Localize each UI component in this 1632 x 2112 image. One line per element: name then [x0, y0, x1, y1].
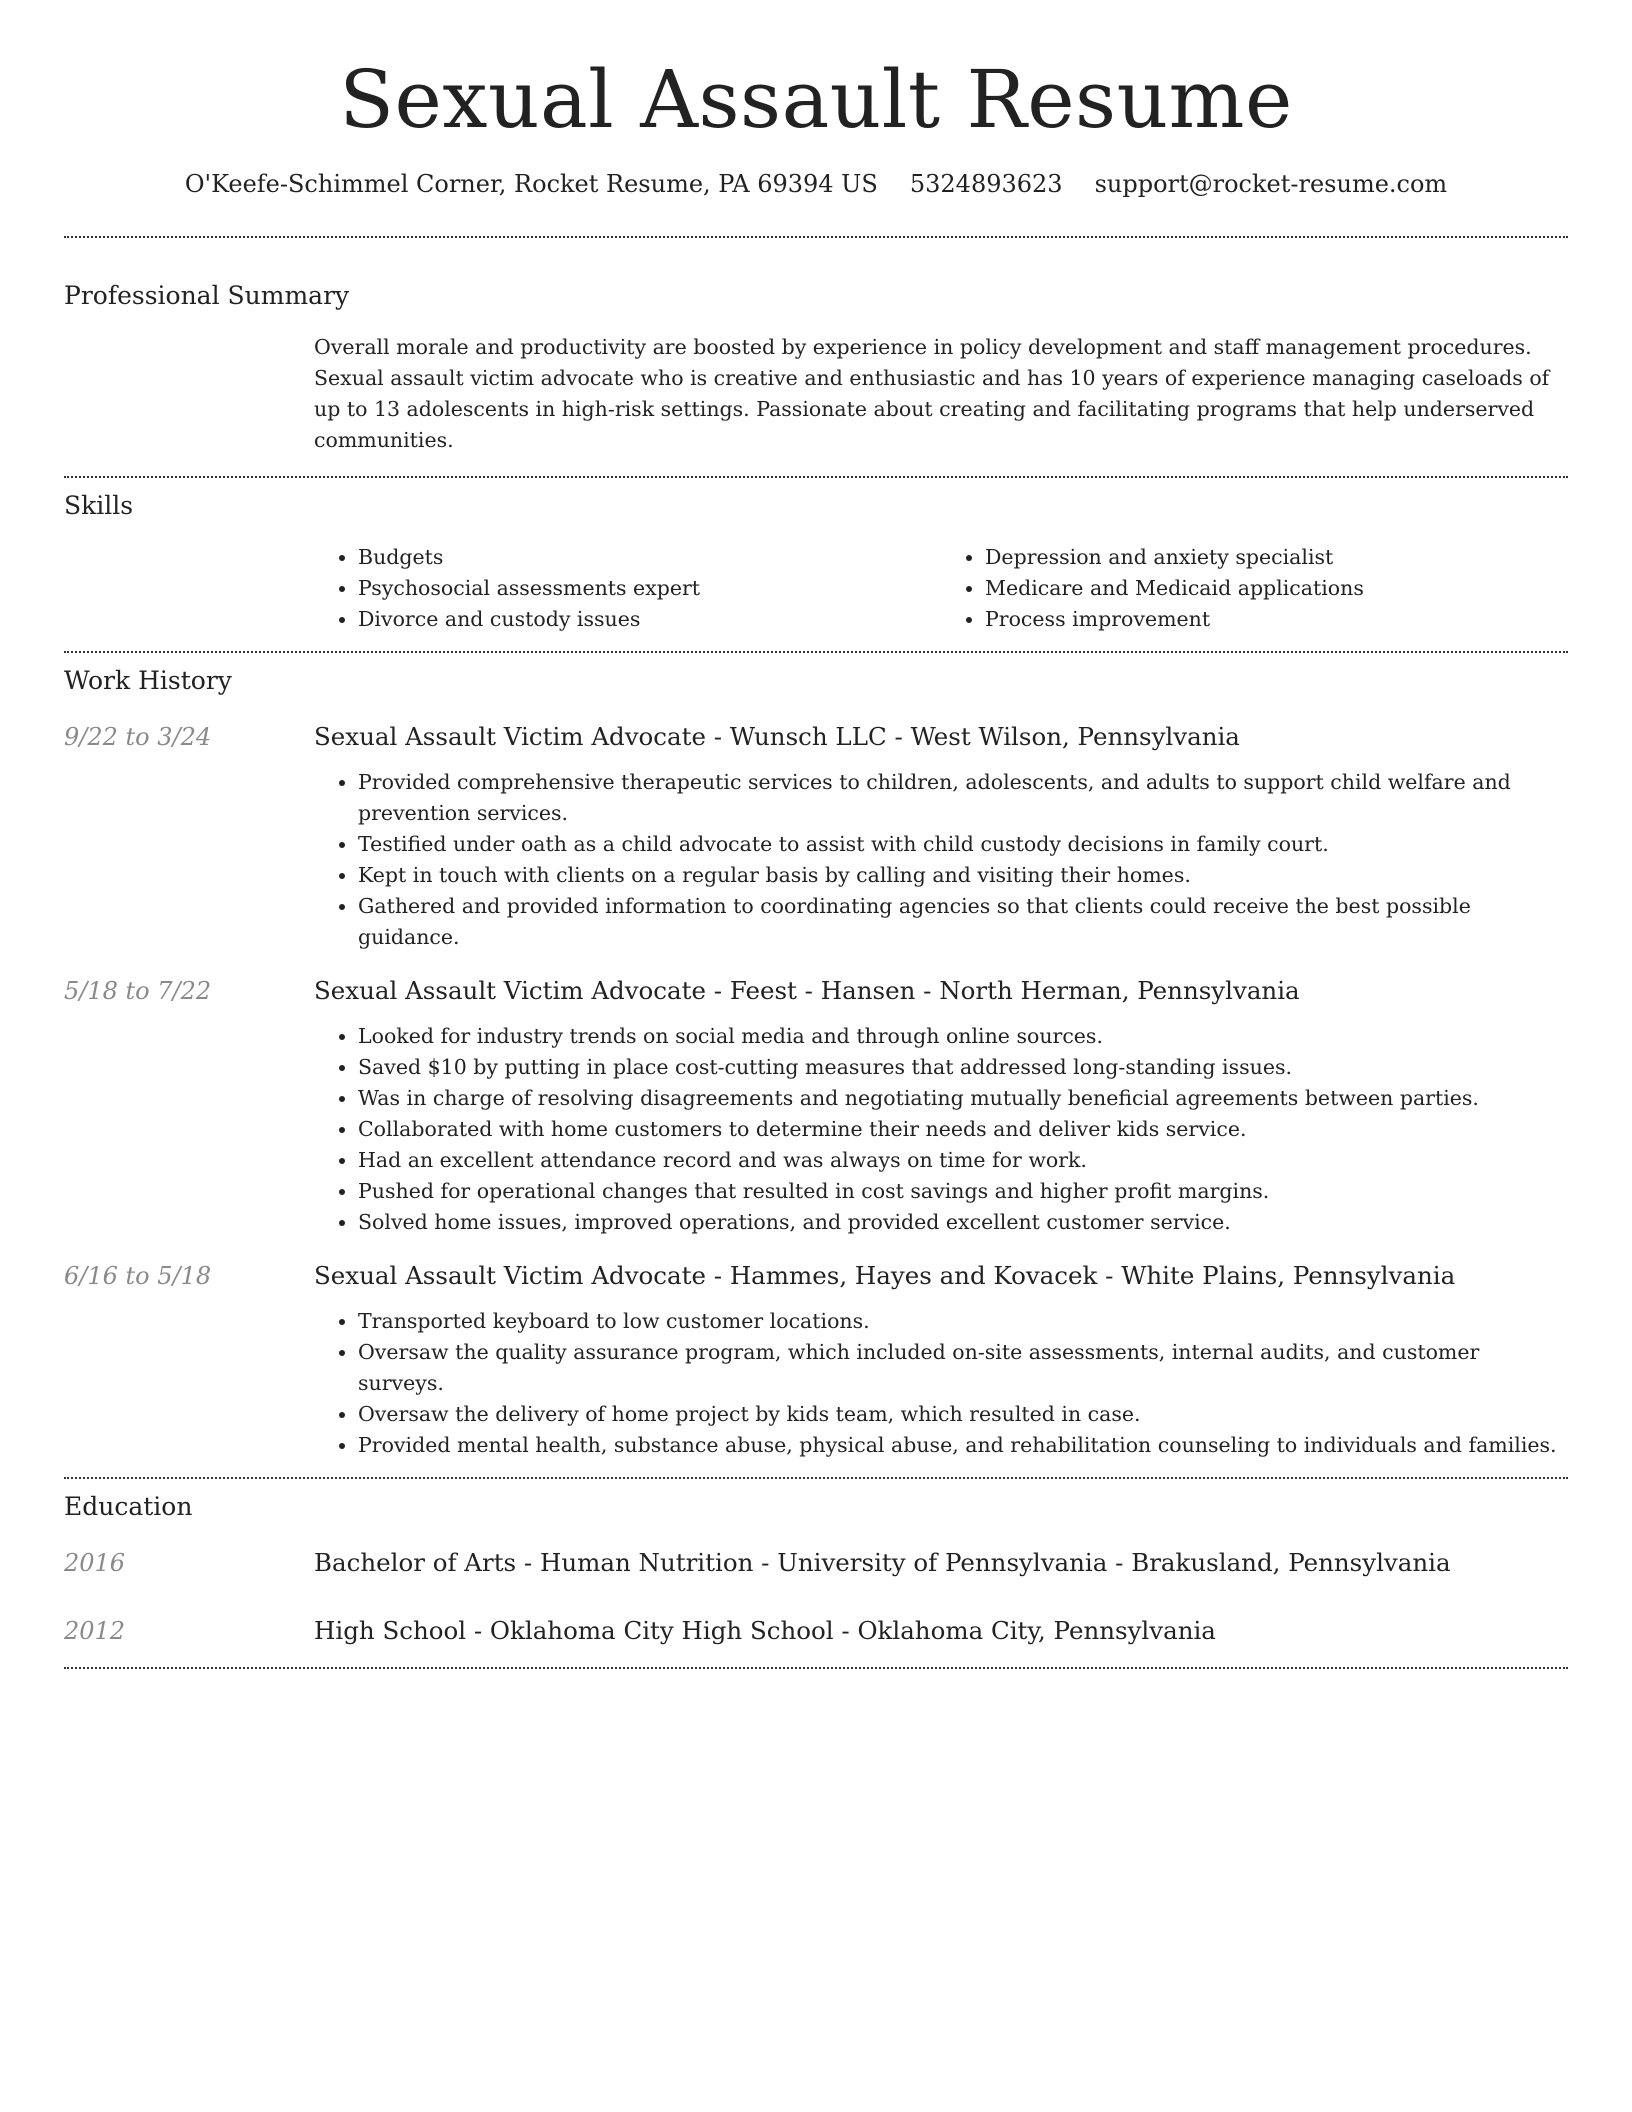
job-entry: [64, 975, 1568, 1238]
job-bullet: • Had an excellent attendance record and was always on time for work.: [358, 1145, 1568, 1176]
job-details: [314, 1260, 1568, 1461]
divider: [64, 476, 1568, 478]
summary-heading: Professional Summary: [64, 281, 350, 310]
job-entry: [64, 1260, 1568, 1461]
skills-heading: Skills: [64, 491, 134, 520]
education-details: High School - Oklahoma City High School - Oklahoma City, Pennsylvania: [314, 1616, 1216, 1645]
education-details: Bachelor of Arts - Human Nutrition - University of Pennsylvania - Brakusland, Pennsylvania: [314, 1548, 1451, 1577]
job-entry: [64, 721, 1568, 953]
skills-column-right: [941, 542, 1568, 635]
job-bullet: • Oversaw the quality assurance program, which included on-site assessments, internal audits, and customer surveys.: [358, 1337, 1568, 1399]
summary-row: [64, 332, 1568, 456]
job-bullet: • Oversaw the delivery of home project by kids team, which resulted in case.: [358, 1399, 1568, 1430]
email: support@rocket-resume.com: [1094, 170, 1448, 198]
job-bullet: • Looked for industry trends on social media and through online sources.: [358, 1021, 1568, 1052]
job-dates: 6/16 to 5/18: [64, 1262, 212, 1290]
job-bullet: • Transported keyboard to low customer locations.: [358, 1306, 1568, 1337]
skill-item: • Divorce and custody issues: [358, 604, 941, 635]
skill-item: • Depression and anxiety specialist: [985, 542, 1568, 573]
job-bullet: • Was in charge of resolving disagreements and negotiating mutually beneficial agreements between parties.: [358, 1083, 1568, 1114]
job-bullet: • Gathered and provided information to coordinating agencies so that clients could receive the best possible guidance.: [358, 891, 1568, 953]
phone: 5324893623: [909, 170, 1063, 198]
job-bullets: [314, 1306, 1568, 1461]
skill-item: • Psychosocial assessments expert: [358, 573, 941, 604]
skill-item: • Budgets: [358, 542, 941, 573]
job-bullet: • Collaborated with home customers to determine their needs and deliver kids service.: [358, 1114, 1568, 1145]
job-bullets: [314, 767, 1568, 953]
job-dates: 5/18 to 7/22: [64, 977, 212, 1005]
education-year: 2016: [64, 1549, 126, 1577]
job-bullet: • Provided mental health, substance abuse, physical abuse, and rehabilitation counseling to individuals and families.: [358, 1430, 1568, 1461]
education-entry: [64, 1547, 1568, 1579]
education-year: 2012: [64, 1617, 126, 1645]
summary-text: Overall morale and productivity are boosted by experience in policy development and staff management procedures. Sexual assault victim advocate who is creative and enthusiastic and has 10 years of experience managing caseloads of up to 13 adolescents in high-risk settings. Passionate about creating and facilitating programs that help underserved communities.: [314, 335, 1550, 452]
job-bullet: • Testified under oath as a child advocate to assist with child custody decisions in family court.: [358, 829, 1568, 860]
education-heading: Education: [64, 1492, 193, 1521]
job-bullet: • Pushed for operational changes that resulted in cost savings and higher profit margins.: [358, 1176, 1568, 1207]
job-bullet: • Solved home issues, improved operations, and provided excellent customer service.: [358, 1207, 1568, 1238]
contact-line: [64, 168, 1568, 200]
job-details: [314, 975, 1568, 1238]
job-title: Sexual Assault Victim Advocate - Hammes, Hayes and Kovacek - White Plains, Pennsylvania: [314, 1261, 1456, 1290]
resume-page: [64, 0, 1568, 1669]
job-dates: 9/22 to 3/24: [64, 723, 212, 751]
job-bullet: • Saved $10 by putting in place cost-cutting measures that addressed long-standing issues.: [358, 1052, 1568, 1083]
skills-list: [314, 542, 1568, 635]
divider: [64, 1477, 1568, 1479]
job-title: Sexual Assault Victim Advocate - Wunsch LLC - West Wilson, Pennsylvania: [314, 722, 1240, 751]
work-heading: Work History: [64, 666, 232, 695]
job-title: Sexual Assault Victim Advocate - Feest - Hansen - North Herman, Pennsylvania: [314, 976, 1300, 1005]
job-bullet: • Kept in touch with clients on a regular basis by calling and visiting their homes.: [358, 860, 1568, 891]
divider: [64, 236, 1568, 238]
divider: [64, 651, 1568, 653]
skills-row: [64, 542, 1568, 635]
address: O'Keefe-Schimmel Corner, Rocket Resume, PA 69394 US: [184, 170, 878, 198]
skill-item: • Process improvement: [985, 604, 1568, 635]
job-details: [314, 721, 1568, 953]
resume-title: Sexual Assault Resume: [339, 53, 1293, 146]
divider: [64, 1667, 1568, 1669]
skills-column-left: [314, 542, 941, 635]
skill-item: • Medicare and Medicaid applications: [985, 573, 1568, 604]
job-bullet: • Provided comprehensive therapeutic services to children, adolescents, and adults to support child welfare and prevention services.: [358, 767, 1568, 829]
education-entry: [64, 1615, 1568, 1647]
job-bullets: [314, 1021, 1568, 1238]
